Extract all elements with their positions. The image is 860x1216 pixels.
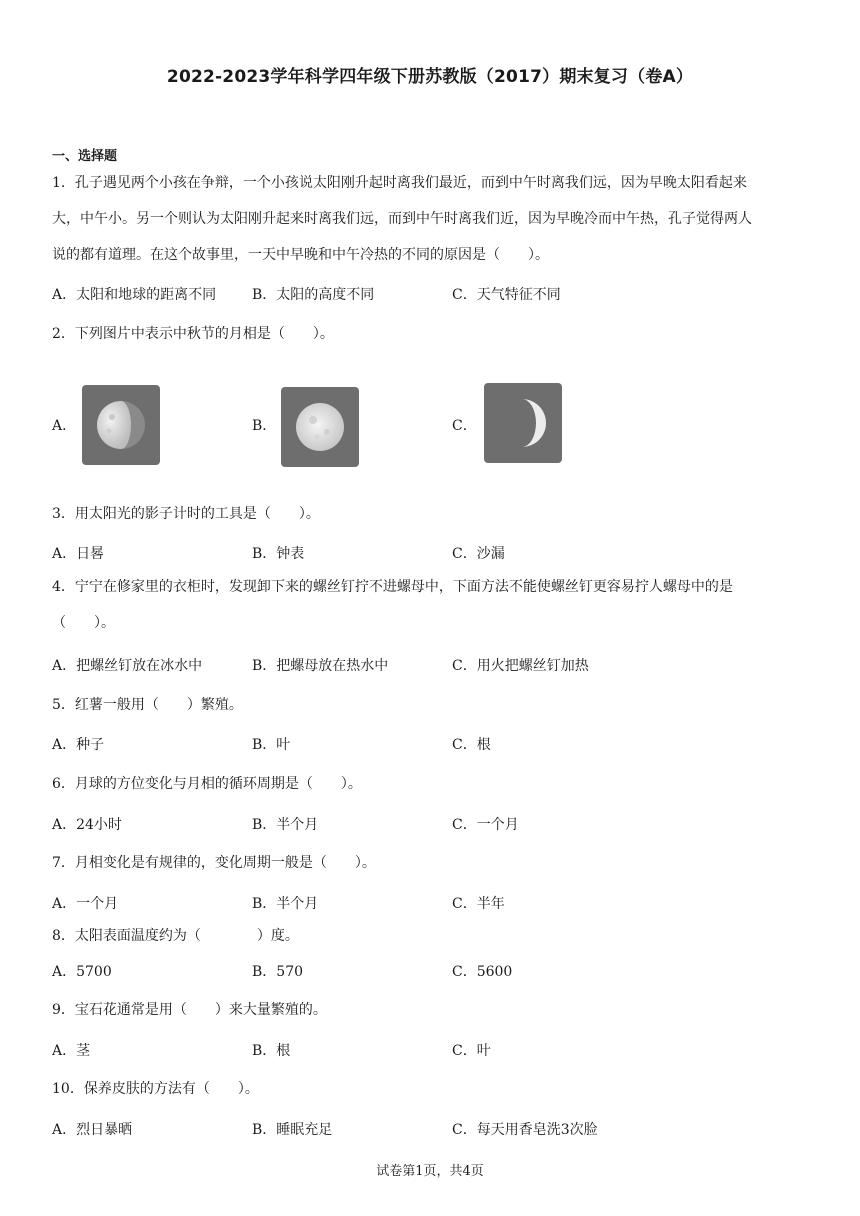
section-heading: 一、选择题: [52, 149, 118, 164]
question-3-options: [52, 543, 812, 565]
option-a[interactable]: A．一个月: [52, 896, 119, 912]
option-a[interactable]: A．种子: [52, 737, 105, 753]
option-a[interactable]: A．茎: [52, 1043, 91, 1059]
question-9-options: [52, 1040, 812, 1062]
option-c[interactable]: C．根: [452, 737, 491, 753]
option-c[interactable]: C．每天用香皂洗3次脸: [452, 1122, 598, 1138]
question-9-text: 9．宝石花通常是用（ ）来大量繁殖的。: [52, 1002, 327, 1018]
half-moon-icon[interactable]: [82, 385, 160, 465]
question-6: [52, 766, 812, 802]
question-8-text: 8．太阳表面温度约为（ ）度。: [52, 928, 299, 944]
option-c[interactable]: C．半年: [452, 896, 505, 912]
question-10-options: [52, 1119, 812, 1141]
option-a-label[interactable]: A．: [52, 418, 77, 434]
option-b[interactable]: B．把螺母放在热水中: [252, 658, 389, 674]
option-a[interactable]: A．把螺丝钉放在冰水中: [52, 658, 203, 674]
question-2-images: [52, 383, 812, 467]
option-c[interactable]: C．5600: [452, 964, 513, 980]
option-b-label[interactable]: B．: [252, 418, 277, 434]
page-footer: 试卷第1页，共4页: [376, 1164, 484, 1179]
crescent-moon-icon[interactable]: [484, 383, 562, 463]
option-c[interactable]: C．沙漏: [452, 546, 505, 562]
question-3: [52, 496, 812, 532]
question-3-text: 3．用太阳光的影子计时的工具是（ ）。: [52, 506, 320, 522]
question-1-line: 大，中午小。另一个则认为太阳刚升起来时离我们远，而到中午时离我们近，因为早晚冷而中午热，孔子觉得两人: [52, 211, 752, 227]
option-b[interactable]: B．半个月: [252, 896, 319, 912]
question-1: [52, 165, 812, 273]
option-b[interactable]: B．钟表: [252, 546, 305, 562]
question-5: [52, 687, 812, 723]
option-b[interactable]: B．太阳的高度不同: [252, 287, 375, 303]
question-4-options: [52, 655, 812, 677]
option-a[interactable]: A．日晷: [52, 546, 105, 562]
question-5-options: [52, 734, 812, 756]
option-b[interactable]: B．根: [252, 1043, 291, 1059]
question-6-text: 6．月球的方位变化与月相的循环周期是（ ）。: [52, 776, 362, 792]
question-5-text: 5．红薯一般用（ ）繁殖。: [52, 697, 243, 713]
question-9: [52, 992, 812, 1028]
page-title: 2022-2023学年科学四年级下册苏教版（2017）期末复习（卷A）: [166, 67, 694, 87]
option-a[interactable]: A．烈日暴晒: [52, 1122, 133, 1138]
option-c[interactable]: C．一个月: [452, 817, 519, 833]
question-10-text: 10．保养皮肤的方法有（ ）。: [52, 1081, 259, 1097]
question-4-line: （ ）。: [52, 615, 115, 631]
question-4: [52, 569, 812, 641]
option-c[interactable]: C．叶: [452, 1043, 491, 1059]
question-7-text: 7．月相变化是有规律的，变化周期一般是（ ）。: [52, 855, 376, 871]
question-7-options: [52, 893, 812, 915]
question-2: [52, 316, 812, 352]
option-a[interactable]: A．5700: [52, 964, 112, 980]
option-a[interactable]: A．太阳和地球的距离不同: [52, 287, 217, 303]
option-a[interactable]: A．24小时: [52, 817, 122, 833]
question-8: [52, 918, 812, 954]
question-1-line: 1．孔子遇见两个小孩在争辩，一个小孩说太阳刚升起时离我们最近，而到中午时离我们远，因为早晚太阳看起来: [52, 175, 747, 191]
option-c[interactable]: C．用火把螺丝钉加热: [452, 658, 589, 674]
question-1-line: 说的都有道理。在这个故事里，一天中早晚和中午冷热的不同的原因是（ ）。: [52, 247, 549, 263]
question-6-options: [52, 814, 812, 836]
option-b[interactable]: B．叶: [252, 737, 291, 753]
option-b[interactable]: B．睡眠充足: [252, 1122, 333, 1138]
option-c[interactable]: C．天气特征不同: [452, 287, 561, 303]
question-7: [52, 845, 812, 881]
option-b[interactable]: B．570: [252, 964, 304, 980]
question-1-options: [52, 284, 812, 306]
full-moon-icon[interactable]: [281, 387, 359, 467]
question-8-options: [52, 961, 812, 983]
question-10: [52, 1071, 812, 1107]
option-c-label[interactable]: C．: [452, 418, 477, 434]
question-4-line: 4．宁宁在修家里的衣柜时，发现卸下来的螺丝钉拧不进螺母中，下面方法不能使螺丝钉更容易拧人螺母中的是: [52, 579, 733, 595]
question-2-text: 2．下列图片中表示中秋节的月相是（ ）。: [52, 326, 334, 342]
option-b[interactable]: B．半个月: [252, 817, 319, 833]
